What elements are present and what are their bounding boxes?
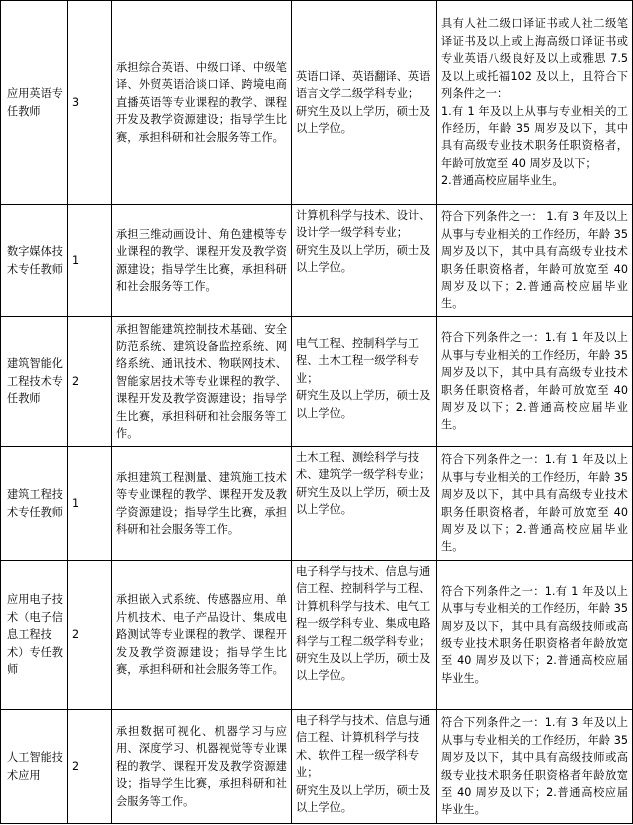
count-cell	[68, 1, 112, 205]
requirement-line: 具有人社二级口译证书或人社二级笔译证书及以上或上海高级口译证书或专业英语八级良好及以上或雅思 7.5 及以上或托福102 及以上，且符合下列条件之一：	[441, 17, 628, 101]
major-text: 计算机科学与技术、设计、设计学一级学科专业；	[296, 209, 431, 240]
count-cell	[68, 710, 112, 824]
table-row	[1, 710, 633, 824]
position-count: 2	[72, 759, 80, 773]
position-cell	[1, 561, 68, 710]
requirements-cell	[437, 710, 633, 824]
degree-text: 研究生及以上学历，硕士及以上学位。	[296, 104, 431, 135]
count-cell	[68, 205, 112, 317]
major-cell	[292, 710, 437, 824]
duties-cell	[112, 710, 292, 824]
major-text: 电气工程、控制科学与工程、土木工程一级学科专业；	[296, 337, 420, 385]
major-text: 土木工程、测绘科学与技术、建筑学一级学科专业；	[296, 451, 431, 482]
degree-text: 研究生及以上学历，硕士及以上学位。	[296, 485, 431, 517]
position-name: 应用英语专任教师	[7, 87, 63, 118]
duties-cell	[112, 317, 292, 447]
requirements-cell	[437, 447, 633, 561]
requirements-cell	[437, 205, 633, 317]
major-cell	[292, 1, 437, 205]
count-cell	[68, 561, 112, 710]
major-cell	[292, 205, 437, 317]
degree-text: 研究生及以上学历，硕士及以上学位。	[296, 389, 431, 420]
position-duties: 承担智能建筑控制技术基础、安全防范系统、建筑设备监控系统、网络系统、通讯技术、物联网技术、智能家居技术等专业课程的教学、课程开发及教学资源建设；指导学生比赛，承担科研和社会服务等工作。	[116, 322, 287, 441]
requirement-line: 符合下列条件之一：1.有 1 年及以上从事与专业相关的工作经历，年龄 35 周岁及以下，其中具有高级技师或高级专业技术职务任职资格者年龄放宽至 40 周岁及以下；2.普通高校应届毕业生。	[441, 584, 628, 685]
position-cell	[1, 1, 68, 205]
requirement-line: 符合下列条件之一：1.有 1 年及以上从事与专业相关的工作经历，年龄 35 周岁及以下，其中具有高级专业技术职务任职资格者，年龄可放宽至 40 周岁及以下；2.普通高校应届毕业生。	[441, 331, 628, 432]
requirement-line: 符合下列条件之一：1.有 3 年及以上从事与专业相关的工作经历，年龄 35 周岁及以下，其中具有高级技师或高级专业技术职务任职资格者年龄放宽至 40 周岁及以下；2.普通高校应届毕业生。	[441, 716, 628, 817]
degree-text: 研究生及以上学历，硕士及以上学位。	[296, 652, 431, 683]
major-text: 电子科学与技术、信息与通信工程、计算机科学与技术、软件工程一级学科专业；	[296, 714, 431, 780]
position-cell	[1, 205, 68, 317]
position-name: 人工智能技术应用	[7, 751, 63, 782]
major-cell	[292, 561, 437, 710]
requirement-line: 1.有 1 年及以上从事与专业相关的工作经历，年龄 35 周岁及以下，其中具有高级专业技术职务任职资格者，年龄可放宽至 40 周岁及以下；	[441, 104, 628, 170]
table-row	[1, 317, 633, 447]
position-duties: 承担三维动画设计、角色建模等专业课程的教学、课程开发及教学资源建设；指导学生比赛，承担科研和社会服务等工作。	[116, 227, 287, 293]
requirements-cell	[437, 561, 633, 710]
count-cell	[68, 447, 112, 561]
major-text: 英语口译、英语翻译、英语语言文学二级学科专业；	[296, 69, 431, 101]
duties-cell	[112, 561, 292, 710]
table-row	[1, 1, 633, 205]
position-duties: 承担数据可视化、机器学习与应用、深度学习、机器视觉等专业课程的教学、课程开发及教学资源建设；指导学生比赛，承担科研和社会服务等工作。	[116, 724, 287, 808]
position-name: 应用电子技术（电子信息工程技术）专任教师	[7, 593, 63, 677]
position-name: 建筑工程技术专任教师	[7, 488, 63, 519]
table-row	[1, 205, 633, 317]
position-count: 3	[72, 95, 80, 109]
requirement-line: 符合下列条件之一：1.有 1 年及以上从事与专业相关的工作经历，年龄 35 周岁及以下，其中具有高级专业技术职务任职资格者，年龄可放宽至 40 周岁及以下；2.普通高校应届毕业生。	[441, 453, 628, 554]
position-duties: 承担嵌入式系统、传感器应用、单片机技术、电子产品设计、集成电路测试等专业课程的教学、课程开发及教学资源建设；指导学生比赛，承担科研和社会服务等工作。	[116, 593, 287, 677]
position-count: 2	[72, 628, 80, 642]
degree-text: 研究生及以上学历，硕士及以上学位。	[296, 783, 431, 815]
duties-cell	[112, 1, 292, 205]
position-count: 1	[72, 253, 80, 267]
major-cell	[292, 317, 437, 447]
requirement-line: 符合下列条件之一： 1.有 3 年及以上从事与专业相关的工作经历，年龄 35 周岁及以下，其中具有高级专业技术职务任职资格者，年龄可放宽至 40 周岁及以下；2.普通高校应届毕业生。	[441, 210, 628, 311]
count-cell	[68, 317, 112, 447]
duties-cell	[112, 447, 292, 561]
duties-cell	[112, 205, 292, 317]
position-cell	[1, 710, 68, 824]
position-duties: 承担综合英语、中级口译、中级笔译、外贸英语洽谈口译、跨境电商直播英语等专业课程的教学、课程开发及教学资源建设；指导学生比赛，承担科研和社会服务等工作。	[116, 60, 287, 144]
requirements-cell	[437, 317, 633, 447]
degree-text: 研究生及以上学历，硕士及以上学位。	[296, 243, 431, 275]
position-count: 1	[72, 496, 80, 510]
table-row	[1, 561, 633, 710]
major-text: 电子科学与技术、信息与通信工程、控制科学与工程、计算机科学与技术、电气工程一级学科专业、集成电路科学与工程二级学科专业；	[296, 565, 431, 648]
position-duties: 承担建筑工程测量、建筑施工技术等专业课程的教学、课程开发及教学资源建设；指导学生比赛，承担科研和社会服务等工作。	[116, 470, 287, 536]
position-name: 建筑智能化工程技术专任教师	[7, 357, 63, 406]
position-cell	[1, 447, 68, 561]
position-count: 2	[72, 374, 80, 388]
major-cell	[292, 447, 437, 561]
requirements-cell	[437, 1, 633, 205]
position-name: 数字媒体技术专任教师	[7, 245, 63, 276]
position-cell	[1, 317, 68, 447]
requirement-line: 2.普通高校应届毕业生。	[441, 174, 564, 188]
table-row	[1, 447, 633, 561]
